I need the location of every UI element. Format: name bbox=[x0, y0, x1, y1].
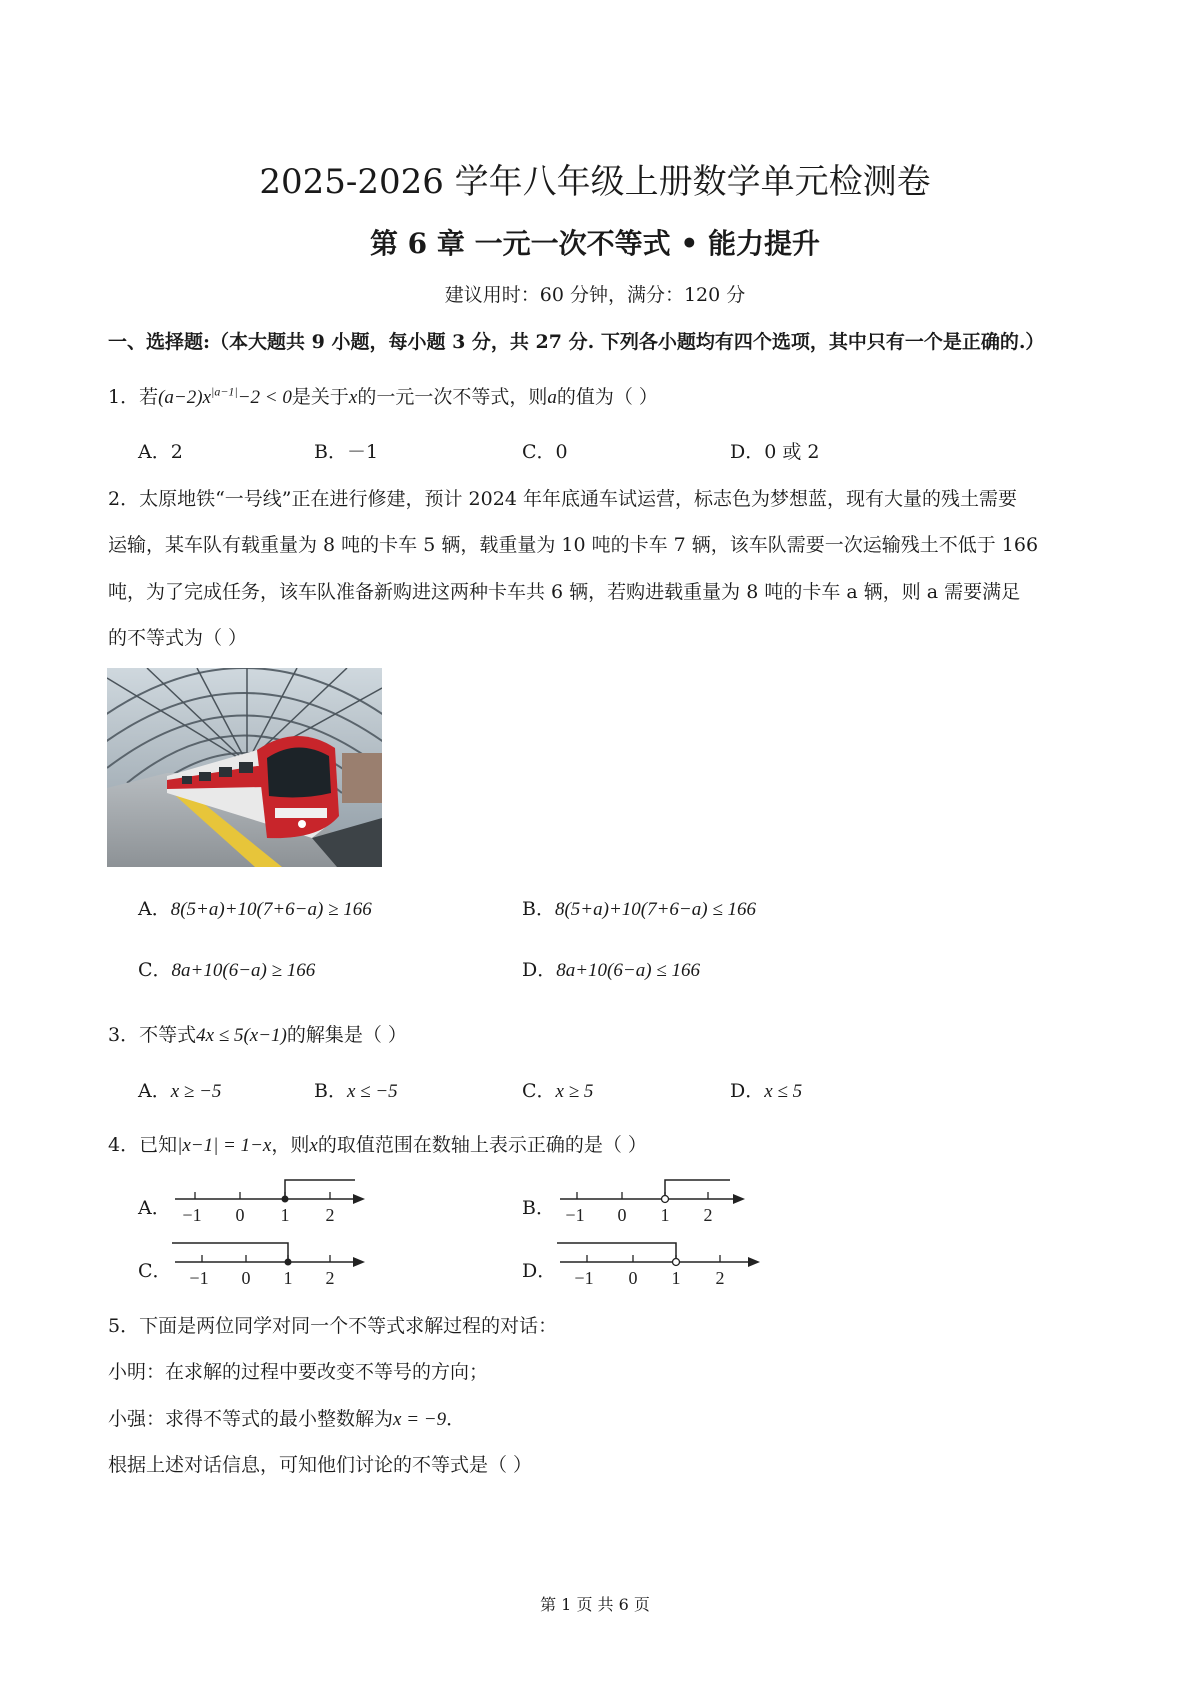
q3-option-c[interactable]: C．x ≥ 5 bbox=[522, 1080, 594, 1102]
q1-option-a[interactable]: A．2 bbox=[138, 441, 183, 463]
tick-label: 1 bbox=[660, 1205, 670, 1225]
page-number: 第 1 页 共 6 页 bbox=[540, 1595, 650, 1614]
q4-option-b-number-line[interactable] bbox=[555, 1175, 755, 1227]
q4-option-a-label[interactable]: A． bbox=[138, 1197, 171, 1219]
tick-label: −1 bbox=[574, 1268, 594, 1288]
section-heading: 一、选择题:（本大题共 9 小题，每小题 3 分，共 27 分. 下列各小题均有四个选项，其中只有一个是正确的.） bbox=[108, 331, 1045, 353]
question-2-line-4: 的不等式为（ ） bbox=[108, 627, 248, 649]
q1-option-c[interactable]: C．0 bbox=[522, 441, 568, 463]
question-3-stem: 3．不等式4x ≤ 5(x−1)的解集是（ ） bbox=[108, 1024, 407, 1046]
tick-label: 0 bbox=[241, 1268, 251, 1288]
tick-label: 2 bbox=[325, 1268, 335, 1288]
tick-label: −1 bbox=[565, 1205, 585, 1225]
tick-label: 1 bbox=[671, 1268, 681, 1288]
question-5-prompt: 根据上述对话信息，可知他们讨论的不等式是（ ） bbox=[108, 1454, 533, 1476]
q4-option-d-label[interactable]: D． bbox=[522, 1260, 557, 1282]
chapter-subtitle: 第 6 章 一元一次不等式 • 能力提升 bbox=[369, 227, 821, 260]
q1-option-d[interactable]: D．0 或 2 bbox=[730, 441, 820, 463]
question-2-line-2: 运输，某车队有载重量为 8 吨的卡车 5 辆，载重量为 10 吨的卡车 7 辆，该车队需要一次运输残土不低于 166 bbox=[108, 534, 1039, 556]
q4-option-b-label[interactable]: B． bbox=[522, 1197, 555, 1219]
tick-label: 0 bbox=[235, 1205, 245, 1225]
tick-label: −1 bbox=[189, 1268, 209, 1288]
q1-exponent: |a−1| bbox=[211, 384, 238, 399]
q4-option-c-number-line[interactable] bbox=[170, 1238, 370, 1290]
tick-label: 2 bbox=[325, 1205, 335, 1225]
page-title: 2025-2026 学年八年级上册数学单元检测卷 bbox=[259, 162, 931, 202]
tick-label: 0 bbox=[628, 1268, 638, 1288]
tick-label: 2 bbox=[703, 1205, 713, 1225]
q3-option-d[interactable]: D．x ≤ 5 bbox=[730, 1080, 803, 1102]
question-1-stem: 1．若$(a-2)x^{|a-1|}-2 < 0$是关于x的一元一次不等式，则a的值为（ ） bbox=[108, 384, 658, 408]
tick-label: 1 bbox=[283, 1268, 293, 1288]
question-5-xiaoqiang: 小强：求得不等式的最小整数解为x = −9． bbox=[108, 1408, 466, 1430]
q4-option-d-number-line[interactable] bbox=[555, 1238, 765, 1290]
q3-expression: 4x ≤ 5(x−1) bbox=[196, 1025, 287, 1046]
q4-option-c-label[interactable]: C． bbox=[138, 1260, 172, 1282]
q2-option-b[interactable]: B．8(5+a)+10(7+6−a) ≤ 166 bbox=[522, 898, 756, 920]
q4-option-a-number-line[interactable] bbox=[170, 1175, 370, 1227]
q2-option-d[interactable]: D．8a+10(6−a) ≤ 166 bbox=[522, 959, 700, 981]
time-score-info: 建议用时：60 分钟，满分：120 分 bbox=[444, 284, 746, 306]
tick-label: −1 bbox=[182, 1205, 202, 1225]
question-5-xiaoming: 小明：在求解的过程中要改变不等号的方向； bbox=[108, 1361, 489, 1383]
tick-label: 1 bbox=[280, 1205, 290, 1225]
question-4-stem: 4．已知|x−1| = 1−x，则x的取值范围在数轴上表示正确的是（ ） bbox=[108, 1134, 647, 1156]
tick-label: 2 bbox=[715, 1268, 725, 1288]
question-2-line-1: 2．太原地铁“一号线”正在进行修建，预计 2024 年年底通车试运营，标志色为梦想蓝，现有大量的残土需要 bbox=[108, 488, 1017, 510]
question-5-stem: 5．下面是两位同学对同一个不等式求解过程的对话： bbox=[108, 1315, 558, 1337]
q4-expression: |x−1| = 1−x bbox=[177, 1135, 272, 1156]
metro-train-illustration bbox=[107, 668, 382, 867]
tick-label: 0 bbox=[617, 1205, 627, 1225]
question-2-line-3: 吨，为了完成任务，该车队准备新购进这两种卡车共 6 辆，若购进载重量为 8 吨的卡车 a 辆，则 a 需要满足 bbox=[108, 581, 1021, 603]
q1-option-b[interactable]: B．－1 bbox=[314, 441, 379, 463]
q2-option-c[interactable]: C．8a+10(6−a) ≥ 166 bbox=[138, 959, 316, 981]
metro-train-photo bbox=[107, 668, 382, 867]
q1-expression: (a−2)x bbox=[158, 387, 212, 408]
q3-option-a[interactable]: A．x ≥ −5 bbox=[138, 1080, 222, 1102]
q2-option-a[interactable]: A．8(5+a)+10(7+6−a) ≥ 166 bbox=[138, 898, 372, 920]
q3-option-b[interactable]: B．x ≤ −5 bbox=[314, 1080, 398, 1102]
